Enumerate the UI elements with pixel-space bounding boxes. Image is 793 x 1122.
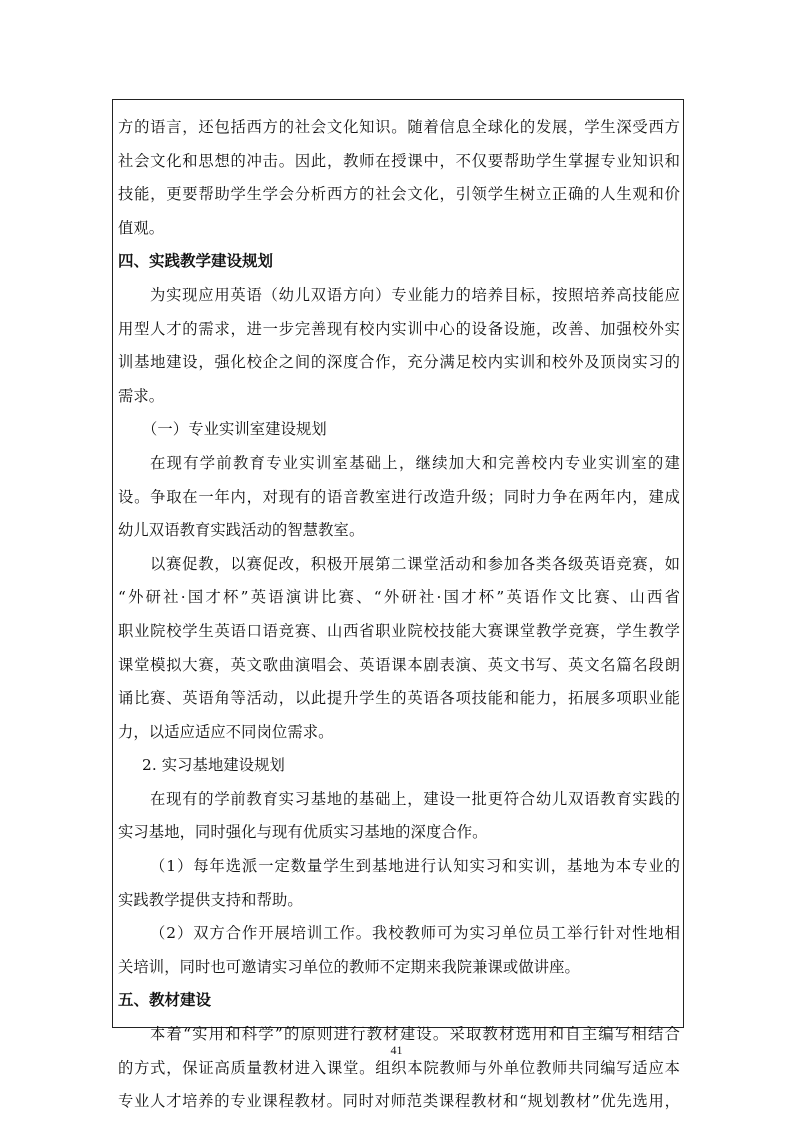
paragraph-item-1 (118, 850, 680, 917)
text-line: 方的语言，还包括西方的社会文化知识。随着信息全球化的发展，学生深受西方 (118, 118, 680, 136)
paragraph-training-room (118, 447, 680, 548)
text-line: 用型人才的需求，进一步完善现有校内实训中心的设备设施，改善、加强校外实 (118, 319, 680, 338)
text-line: 实践教学提供支持和帮助。 (118, 890, 303, 909)
text-line: 课堂模拟大赛，英文歌曲演唱会、英语课本剧表演、英文书写、英文名篇名段朗 (118, 655, 680, 674)
text-line: 专业人才培养的专业课程教材。同时对师范类课程教材和“规划教材”优先选用， (118, 1092, 680, 1111)
text-line: 本着“实用和科学”的原则进行教材建设。采取教材选用和自主编写相结合 (150, 1025, 680, 1044)
text-line: 关培训，同时也可邀请实习单位的教师不定期来我院兼课或做讲座。 (118, 957, 580, 976)
text-line: 技能，更要帮助学生学会分析西方的社会文化，引领学生树立正确的人生观和价 (118, 185, 680, 204)
text-line: 幼儿双语教育实践活动的智慧教室。 (118, 521, 365, 540)
text-line: 的方式，保证高质量教材进入课堂。组织本院教师与外单位教师共同编写适应本 (118, 1058, 680, 1077)
document-body (118, 111, 680, 1119)
text-line: 值观。 (118, 218, 165, 237)
paragraph-competitions (118, 548, 680, 750)
text-line: 需求。 (118, 386, 165, 405)
paragraph-internship-base (118, 783, 680, 850)
text-line: 训基地建设，强化校企之间的深度合作，充分满足校内实训和校外及顶岗实习的 (118, 353, 680, 372)
text-line: 在现有的学前教育实习基地的基础上，建设一批更符合幼儿双语教育实践的 (150, 789, 680, 808)
paragraph-textbooks (118, 1018, 680, 1119)
text-line: 设。争取在一年内，对现有的语音教室进行改造升级；同时力争在两年内，建成 (118, 487, 680, 506)
paragraph-continuation (118, 111, 680, 245)
text-line: 实习基地，同时强化与现有优质实习基地的深度合作。 (118, 823, 488, 842)
text-line: 职业院校学生英语口语竞赛、山西省职业院校技能大赛课堂教学竞赛，学生教学 (118, 621, 680, 640)
text-line: 在现有学前教育专业实训室基础上，继续加大和完善校内专业实训室的建 (150, 453, 680, 472)
text-line: “外研社·国才杯”英语演讲比赛、“外研社·国才杯”英语作文比赛、山西省 (118, 588, 680, 607)
text-line: 诵比赛、英语角等活动，以此提升学生的英语各项技能和能力，拓展多项职业能 (118, 689, 680, 708)
text-line: 社会文化和思想的冲击。因此，教师在授课中，不仅要帮助学生掌握专业知识和 (118, 151, 680, 170)
text-line: 以赛促教，以赛促改，积极开展第二课堂活动和参加各类各级英语竞赛，如 (150, 554, 680, 573)
section-heading-4: 四、实践教学建设规划 (118, 252, 274, 271)
text-line: （2）双方合作开展培训工作。我校教师可为实习单位员工举行针对性地相 (150, 924, 680, 943)
paragraph-practice-plan (118, 279, 680, 413)
text-line: （1）每年选派一定数量学生到基地进行认知实习和实训，基地为本专业的 (150, 857, 680, 876)
text-line: 为实现应用英语（幼儿双语方向）专业能力的培养目标，按照培养高技能应 (150, 285, 680, 304)
paragraph-item-2 (118, 917, 680, 984)
text-line: 力，以适应适应不同岗位需求。 (118, 722, 334, 741)
section-heading-5: 五、教材建设 (118, 991, 212, 1010)
subheading-internship-base: 2. 实习基地建设规划 (142, 756, 285, 775)
page-number: 41 (390, 1043, 403, 1057)
subheading-training-room: （一）专业实训室建设规划 (142, 420, 327, 439)
